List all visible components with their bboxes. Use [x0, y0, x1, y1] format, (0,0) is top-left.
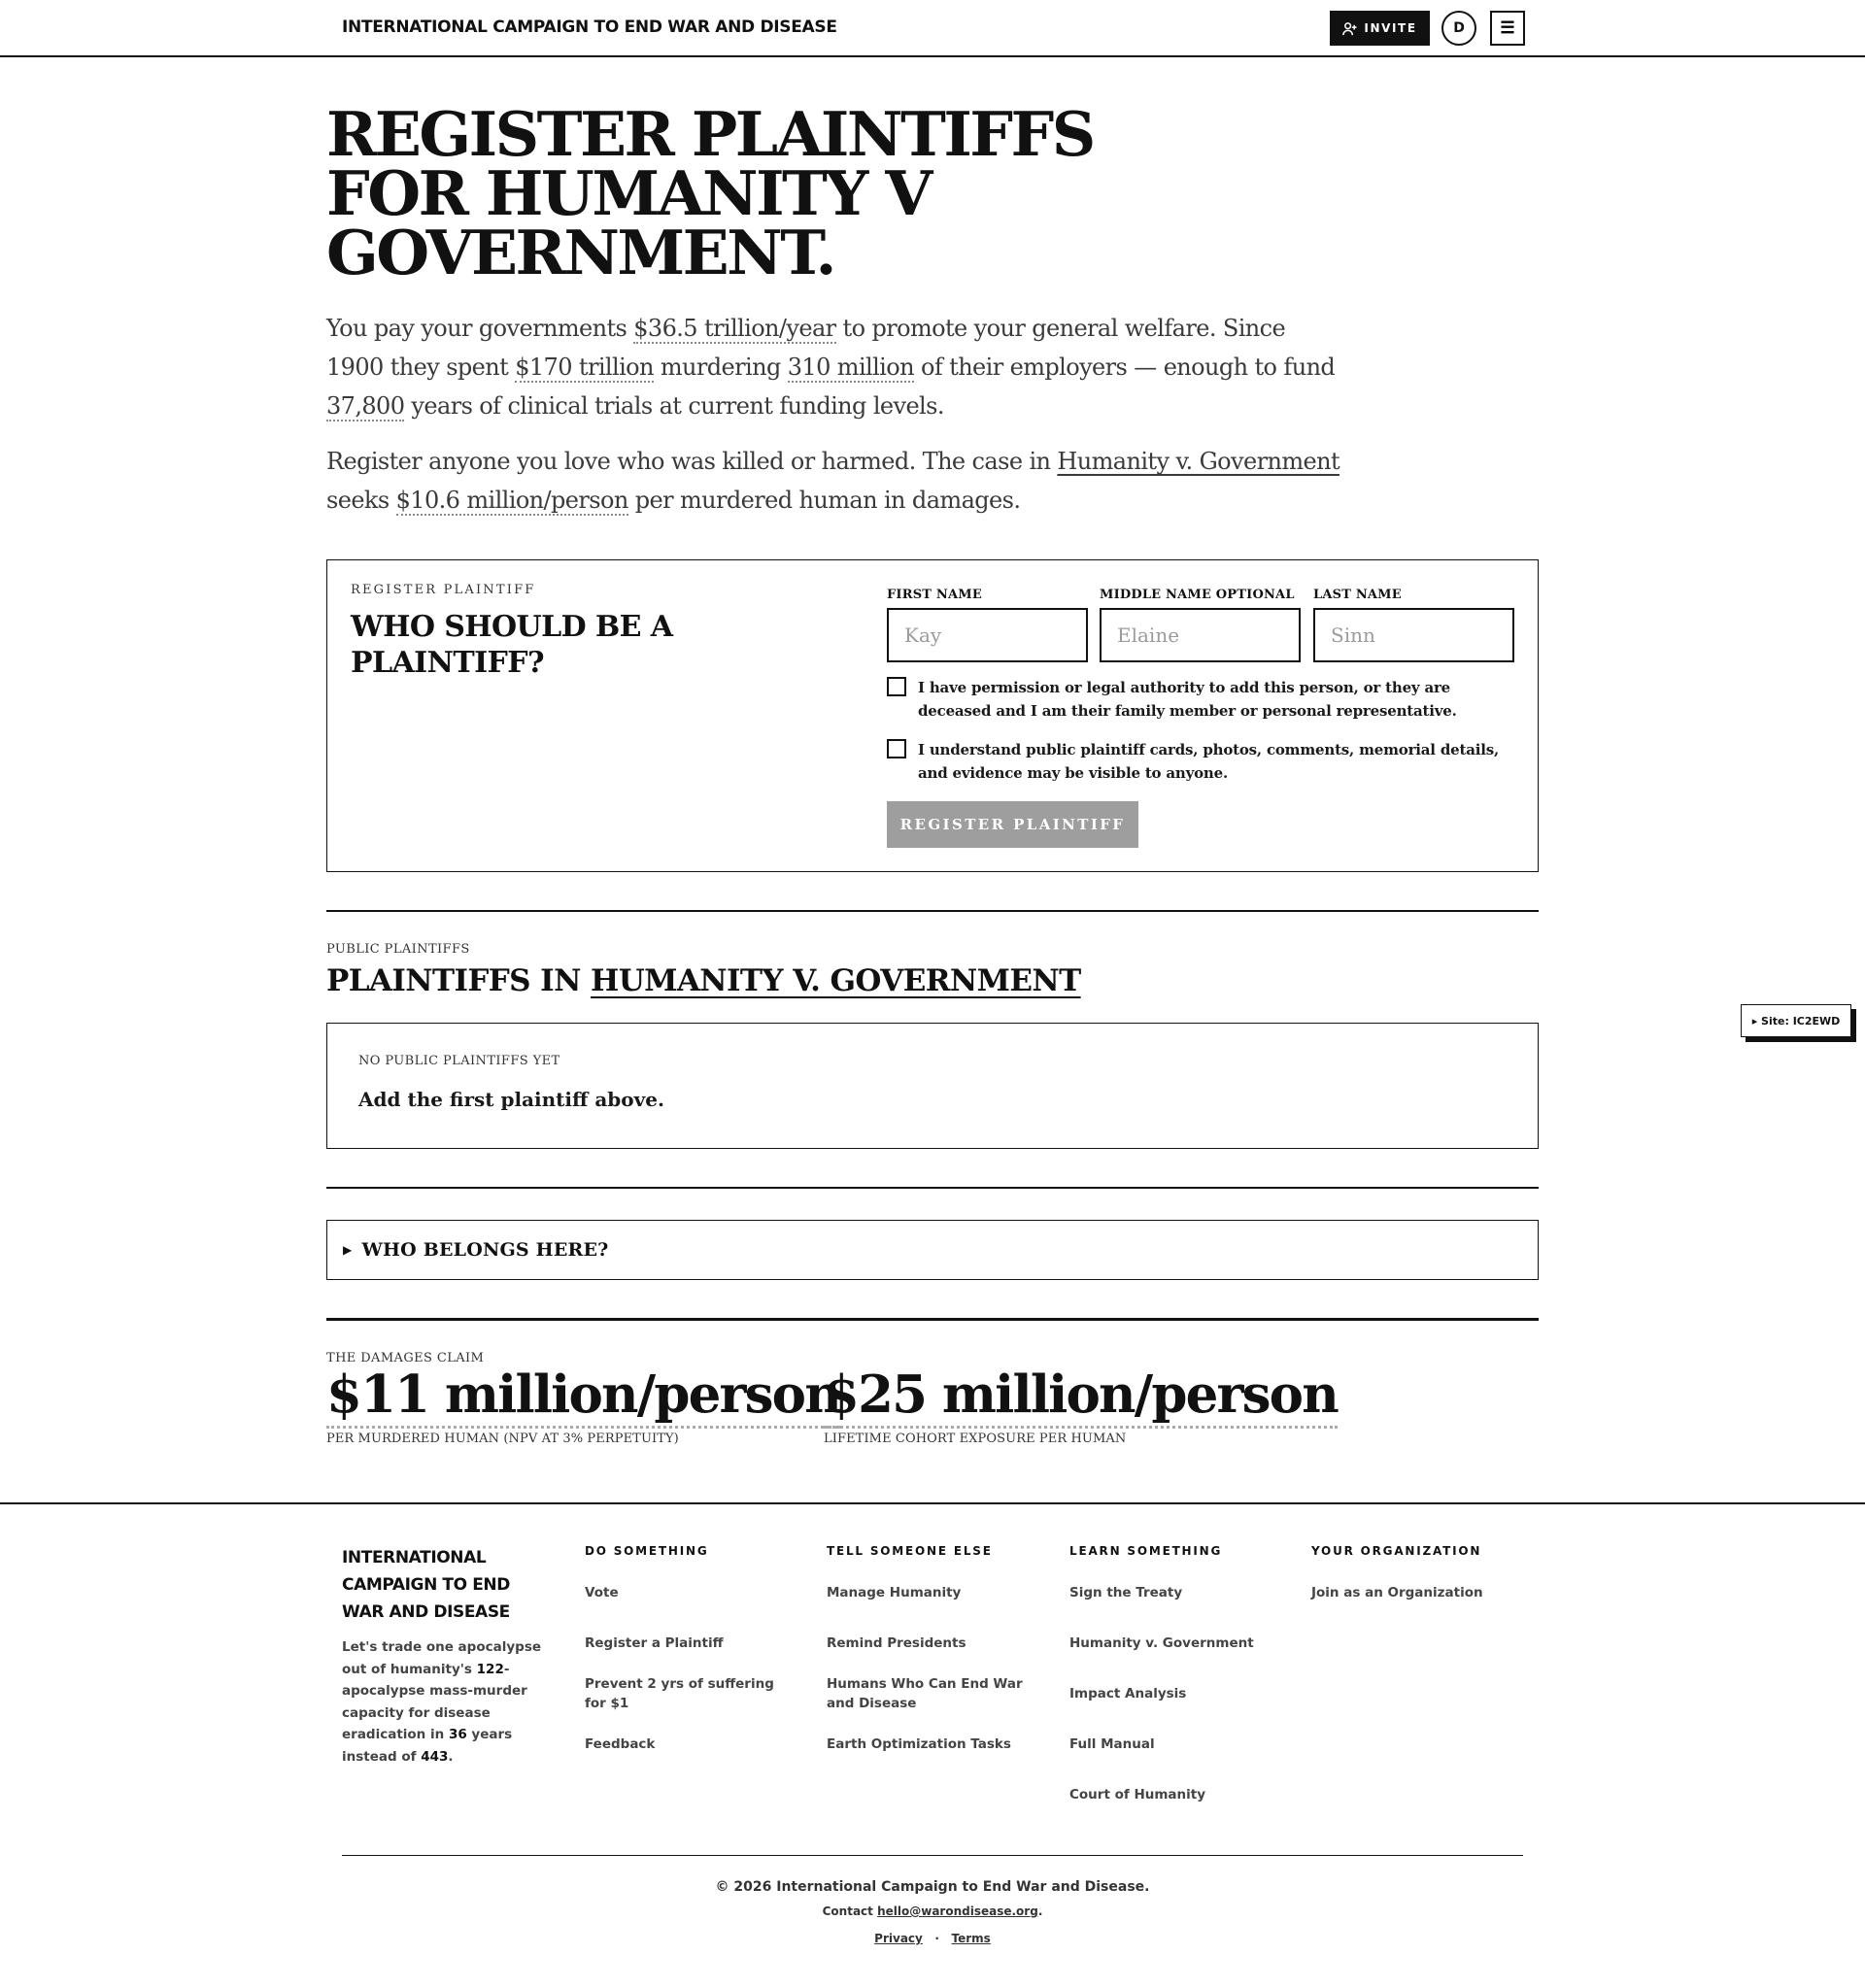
tagline-number: 122 [476, 1661, 504, 1677]
public-visibility-checkbox-label[interactable]: I understand public plaintiff cards, photos, comments, memorial details, and evidence may be visible to anyone. [918, 741, 1499, 782]
footer-col-title-your-organization: YOUR ORGANIZATION [1311, 1544, 1482, 1558]
empty-state-eyebrow: NO PUBLIC PLAINTIFFS YET [358, 1054, 560, 1068]
public-plaintiffs-title-prefix: PLAINTIFFS IN [326, 963, 591, 998]
middle-name-input[interactable] [1100, 608, 1301, 662]
who-belongs-here-accordion[interactable] [326, 1220, 1539, 1280]
footer-link-vote[interactable]: Vote [585, 1585, 619, 1601]
intro-text: You pay your governments [326, 315, 634, 342]
footer-link-sign-treaty[interactable]: Sign the Treaty [1069, 1585, 1183, 1601]
panel-heading: WHO SHOULD BE A PLAINTIFF? [351, 610, 673, 680]
page-title-line: FOR HUMANITY V [326, 157, 931, 229]
footer-link-earth-tasks[interactable]: Earth Optimization Tasks [827, 1736, 1011, 1752]
footer-bottom-divider [342, 1855, 1523, 1856]
footer-col-title-learn-something: LEARN SOMETHING [1069, 1544, 1223, 1558]
first-name-input[interactable] [887, 608, 1088, 662]
site-badge[interactable]: ▸ Site: IC2EWD [1741, 1004, 1851, 1037]
tagline-text: years instead of [342, 1727, 513, 1765]
legal-separator: · [934, 1932, 939, 1945]
hamburger-menu-icon[interactable]: ☰ [1490, 11, 1525, 46]
footer-link-humanity-v-government[interactable]: Humanity v. Government [1069, 1635, 1254, 1651]
permission-checkbox-label[interactable]: I have permission or legal authority to add this person, or they are deceased and I am their family member or personal representative. [918, 679, 1457, 720]
footer-divider [0, 1502, 1865, 1504]
section-divider [326, 910, 1539, 912]
tagline-number: 443 [421, 1748, 449, 1765]
footer-brand: INTERNATIONAL CAMPAIGN TO END WAR AND DISEASE [342, 1548, 510, 1622]
register-text: per murdered human in damages. [627, 487, 1021, 514]
section-divider [326, 1318, 1539, 1321]
damages-lifetime-value[interactable]: $25 million/person [824, 1369, 1338, 1429]
first-name-label: FIRST NAME [887, 588, 982, 602]
empty-state-text: Add the first plaintiff above. [358, 1088, 664, 1111]
invite-button[interactable] [1330, 11, 1430, 46]
middle-name-label: MIDDLE NAME OPTIONAL [1100, 588, 1295, 602]
public-plaintiffs-title [326, 963, 1081, 998]
panel-eyebrow: REGISTER PLAINTIFF [351, 583, 536, 597]
contact-suffix: . [1037, 1904, 1043, 1918]
footer-copyright: © 2026 International Campaign to End War and Disease. [715, 1879, 1150, 1895]
footer-legal-links [0, 1932, 1865, 1945]
footer-link-full-manual[interactable]: Full Manual [1069, 1736, 1155, 1752]
register-text: Register anyone you love who was killed or harmed. The case in [326, 448, 1058, 475]
register-plaintiff-panel [326, 559, 1539, 872]
footer-link-prevent-suffering[interactable]: Prevent 2 yrs of suffering for $1 [585, 1676, 774, 1711]
invite-label: INVITE [1364, 21, 1417, 35]
footer-tagline [342, 1636, 541, 1768]
stat-trial-years[interactable]: 37,800 [326, 392, 405, 420]
footer-link-court-of-humanity[interactable]: Court of Humanity [1069, 1787, 1206, 1803]
register-plaintiff-button[interactable]: REGISTER PLAINTIFF [887, 801, 1138, 848]
damages-per-murdered-caption: PER MURDERED HUMAN (NPV AT 3% PERPETUITY) [326, 1432, 679, 1446]
page-title-line: REGISTER PLAINTIFFS [326, 98, 1094, 170]
footer-contact [0, 1904, 1865, 1918]
footer-link-impact-analysis[interactable]: Impact Analysis [1069, 1686, 1187, 1702]
damages-per-murdered-value[interactable]: $11 million/person [326, 1369, 840, 1429]
last-name-input[interactable] [1313, 608, 1514, 662]
public-visibility-checkbox[interactable] [887, 739, 906, 758]
tagline-text: Let's trade one apocalypse out of humanity's [342, 1639, 542, 1677]
stat-deaths[interactable]: 310 million [787, 354, 914, 381]
footer-link-humans-who-can[interactable]: Humans Who Can End War and Disease [827, 1676, 1023, 1711]
terms-link[interactable]: Terms [951, 1932, 991, 1945]
user-plus-icon [1342, 21, 1357, 36]
accordion-label: WHO BELONGS HERE? [361, 1239, 609, 1261]
empty-plaintiffs-card [326, 1023, 1539, 1149]
tagline-text: -apocalypse mass-murder capacity for disease eradication in [342, 1661, 527, 1742]
footer-link-manage-humanity[interactable]: Manage Humanity [827, 1585, 962, 1601]
top-nav-bar [0, 0, 1865, 57]
damages-lifetime-caption: LIFETIME COHORT EXPOSURE PER HUMAN [824, 1432, 1127, 1446]
stat-war-spending[interactable]: $170 trillion [515, 354, 654, 381]
footer-col-title-tell-someone: TELL SOMEONE ELSE [827, 1544, 993, 1558]
disclosure-triangle-icon: ▶ [343, 1243, 353, 1257]
intro-text: murdering [653, 354, 788, 381]
user-avatar[interactable]: D [1441, 11, 1476, 46]
tagline-text: . [448, 1748, 454, 1765]
intro-text: of their employers — enough to fund [913, 354, 1336, 381]
tagline-number: 36 [448, 1727, 467, 1742]
privacy-link[interactable]: Privacy [874, 1932, 923, 1945]
humanity-v-government-link[interactable]: Humanity v. Government [1057, 448, 1339, 475]
footer-link-join-organization[interactable]: Join as an Organization [1311, 1585, 1483, 1601]
intro-text: years of clinical trials at current funding levels. [404, 392, 944, 420]
stat-damages[interactable]: $10.6 million/person [395, 487, 628, 514]
register-text: seeks [326, 487, 396, 514]
section-divider [326, 1187, 1539, 1189]
contact-email-link[interactable]: hello@warondisease.org [877, 1904, 1038, 1918]
stat-gov-spending[interactable]: $36.5 trillion/year [633, 315, 836, 342]
footer-link-remind-presidents[interactable]: Remind Presidents [827, 1635, 966, 1651]
contact-prefix: Contact [822, 1904, 878, 1918]
footer-link-register-plaintiff[interactable]: Register a Plaintiff [585, 1635, 724, 1651]
footer-link-feedback[interactable]: Feedback [585, 1736, 656, 1752]
register-paragraph [326, 442, 1346, 520]
public-plaintiffs-eyebrow: PUBLIC PLAINTIFFS [326, 942, 470, 957]
permission-checkbox[interactable] [887, 677, 906, 696]
footer-col-title-do-something: DO SOMETHING [585, 1544, 709, 1558]
site-brand[interactable]: INTERNATIONAL CAMPAIGN TO END WAR AND DISEASE [342, 17, 837, 37]
page-title [326, 98, 1201, 288]
last-name-label: LAST NAME [1313, 588, 1402, 602]
page-title-line: GOVERNMENT. [326, 217, 834, 288]
damages-eyebrow: THE DAMAGES CLAIM [326, 1351, 485, 1365]
intro-text: to promote your general welfare. Since 1900 they spent [326, 315, 1286, 381]
intro-paragraph [326, 309, 1346, 425]
humanity-v-government-title-link[interactable]: HUMANITY V. GOVERNMENT [591, 963, 1081, 998]
